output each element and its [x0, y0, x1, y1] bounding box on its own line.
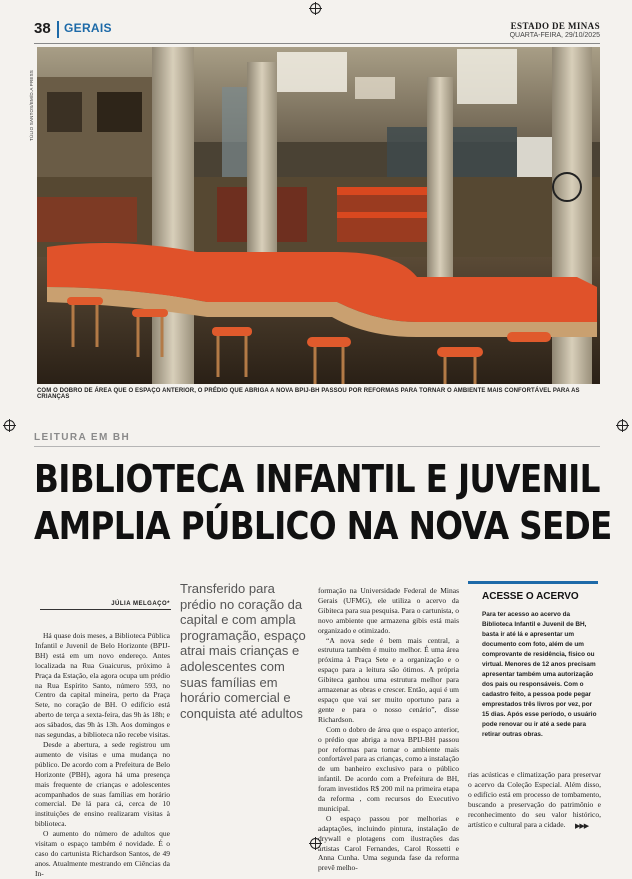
sidebar-title: ACESSE O ACERVO	[482, 591, 579, 602]
kicker-rule	[34, 446, 600, 447]
header-divider	[57, 21, 59, 38]
photo-credit: TÚLIO SANTOS/EM/D.A PRESS	[29, 70, 34, 141]
headline-line-1: BIBLIOTECA INFANTIL E JUVENIL	[34, 457, 600, 501]
issue-date: QUARTA-FEIRA, 29/10/2025	[509, 32, 600, 39]
continues-arrows: ▶▶▶	[575, 822, 589, 830]
headline-line-2: AMPLIA PÚBLICO NA NOVA SEDE	[34, 504, 612, 548]
paragraph: rias acústicas e climatização para preservar o acervo da Coleção Especial. Além disso, o edifício está em processo de tombamento, buscando a preservação do patrimônio e reconhecimento do seu valor histórico, artístico e cultural para a cidade.	[468, 770, 601, 829]
article-kicker: LEITURA EM BH	[34, 432, 131, 443]
article-column-3	[318, 586, 459, 873]
standfirst: Transferido para prédio no coração da capital e com ampla programação, espaço atrai mais crianças e adolescentes com suas famílias em horário comercial e conquista até adultos	[180, 581, 306, 721]
library-photo	[37, 47, 600, 384]
photo-caption: COM O DOBRO DE ÁREA QUE O ESPAÇO ANTERIOR, O PRÉDIO QUE ABRIGA A NOVA BPIJ-BH PASSOU POR REFORMAS PARA TORNAR O AMBIENTE MAIS CONFORTÁVEL PARA AS CRIANÇAS	[37, 388, 580, 400]
sidebar-text: Para ter acesso ao acervo da Biblioteca Infantil e Juvenil de BH, basta ir até lá e apresentar um documento com foto, além de um comprovante de residência, físico ou virtual. Menores de 12 anos precisam apresentar também uma autorização dos pais ou responsáveis. Com o cadastro feito, a pessoa pode pegar emprestados três livros por vez, por 15 dias. Após esse período, o usuário pode renovar ou ir até a sede para retirar outras obras.	[482, 611, 597, 738]
paragraph: Há quase dois meses, a Biblioteca Pública Infantil e Juvenil de Belo Horizonte (BPIJ-BH) está em um novo endereço. Antes localizada na Rua Guaicurus, próximo à Praça da Estação, ela agora ocupa um prédio na Rua Espírito Santo, número 593, no Centro da capital mineira, perto da Praça Sete, no coração de BH. O edifício está aberto de terça a sexta-feira, das 9h às 18h; e aos sábados, das 9h às 13h. Aos domingos e nas segundas, a biblioteca não recebe visitas.	[35, 631, 170, 740]
registration-mark-right	[617, 420, 628, 431]
paragraph: Com o dobro de área que o espaço anterior, o prédio que abriga a nova BPIJ-BH passou por reformas para tornar o ambiente mais confortável para as crianças, como a instalação de um banheiro exclusivo para o público infantil. De acordo com a Prefeitura de BH, foram investidos R$ 200 mil na primeira etapa da reforma , com recursos do Executivo municipal.	[318, 724, 459, 813]
newspaper-name: ESTADO DE MINAS	[510, 21, 600, 31]
article-column-4	[468, 770, 601, 829]
paragraph: “A nova sede é bem mais central, a estrutura também é muito melhor. É uma área próxima à Praça Sete e a organização e o espaço para a leitura são ótimos. A própria Gibiteca ganhou uma estrutura melhor para armazenar as obras e crescer. Então, aqui é um espaço que vai ser muito oportuno para a gente e para o nosso cenário”, disse Richardson.	[318, 635, 459, 724]
article-headline	[34, 456, 612, 550]
article-column-1	[35, 631, 170, 879]
byline-rule	[40, 609, 171, 610]
registration-mark-top	[310, 3, 321, 14]
paragraph: O espaço passou por melhorias e adaptações, incluindo pintura, instalação de drywall e plotagens com ilustrações das artistas Carol Fernandes, Carol Rossetti e Anna Cunha. Uma segunda fase da reforma prevê melho-	[318, 813, 459, 873]
page-number: 38	[34, 20, 51, 37]
paragraph: Desde a abertura, a sede registrou um aumento de visitas e uma mudança no público. De acordo com a Prefeitura de Belo Horizonte (PBH), agora há uma presença mais frequente de crianças e adolescentes acompanhados de suas famílias em horário comercial. De lá para cá, cerca de 10 instituições de ensino realizaram visitas à biblioteca.	[35, 739, 170, 829]
byline: JÚLIA MELGAÇO*	[111, 601, 170, 607]
paragraph: formação na Universidade Federal de Minas Gerais (UFMG), ele utiliza o acervo da Gibiteca para sua pesquisa. Para o cartunista, o novo ambiente que armazena gibis está mais organizado e otimizado.	[318, 586, 459, 635]
paragraph: O aumento do número de adultos que visitam o espaço também é novidade. É o caso do cartunista Richardson Santos, de 49 anos. Atualmente mestrando em Ciências da In-	[35, 829, 170, 878]
registration-mark-left	[4, 420, 15, 431]
section-name: GERAIS	[64, 21, 112, 35]
sidebar-top-bar	[468, 581, 598, 584]
page-header	[34, 18, 600, 44]
